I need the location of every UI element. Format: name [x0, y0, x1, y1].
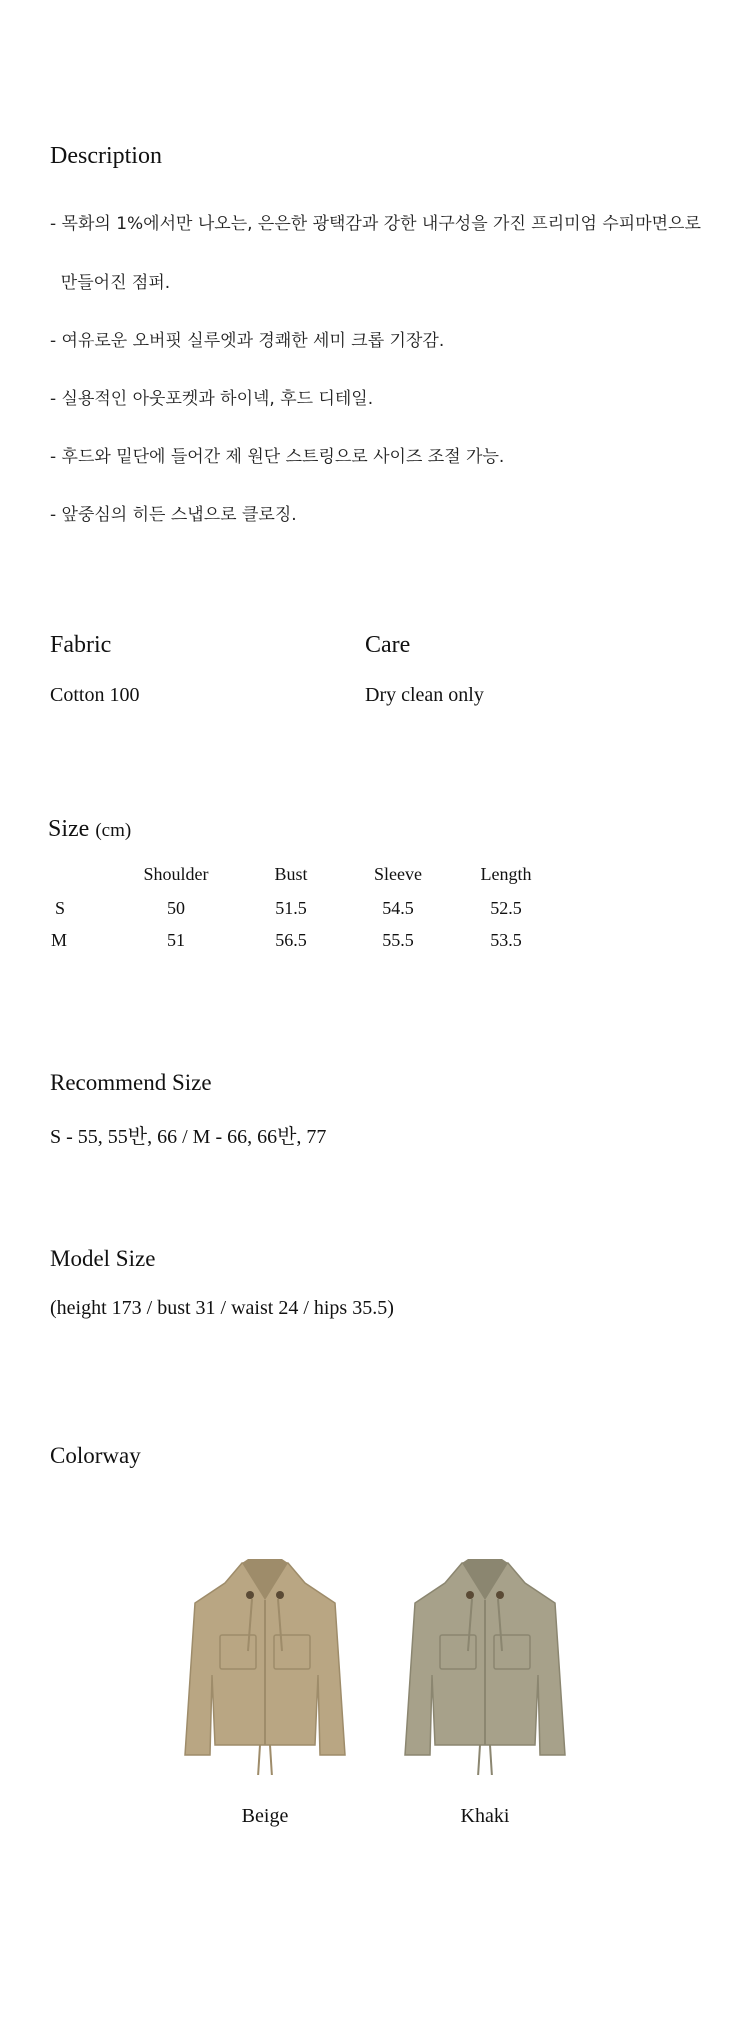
size-cell: 56.5: [275, 930, 307, 950]
size-heading-text: Size: [48, 816, 90, 842]
description-line: - 후드와 밑단에 들어간 제 원단 스트링으로 사이즈 조절 가능.: [50, 447, 505, 467]
recommend-size-heading: Recommend Size: [50, 1070, 212, 1095]
fabric-value: Cotton 100: [50, 684, 140, 706]
size-column-header: Sleeve: [374, 864, 422, 884]
size-cell: 52.5: [490, 898, 522, 918]
size-cell: 54.5: [382, 898, 414, 918]
size-cell: 51: [167, 930, 185, 950]
size-cell: 50: [167, 898, 185, 918]
colorway-label-beige: Beige: [241, 1805, 289, 1827]
size-unit: (cm): [95, 820, 132, 841]
care-heading: Care: [365, 632, 411, 658]
description-line: - 여유로운 오버핏 실루엣과 경쾌한 세미 크롭 기장감.: [50, 331, 445, 351]
description-line: 만들어진 점퍼.: [50, 273, 171, 293]
size-column-header: Shoulder: [143, 864, 209, 884]
colorway-heading: Colorway: [50, 1443, 141, 1468]
description-line: - 목화의 1%에서만 나오는, 은은한 광택감과 강한 내구성을 가진 프리미엄 수피마면으로: [50, 214, 701, 234]
model-size-value: (height 173 / bust 31 / waist 24 / hips 35.5): [50, 1297, 394, 1319]
care-value: Dry clean only: [365, 684, 484, 706]
size-column-header: Length: [480, 864, 532, 884]
colorway-label-khaki: Khaki: [460, 1805, 510, 1827]
fabric-heading: Fabric: [50, 632, 112, 658]
description-line: - 실용적인 아웃포켓과 하이넥, 후드 디테일.: [50, 389, 374, 409]
recommend-size-value: S - 55, 55반, 66 / M - 66, 66반, 77: [50, 1126, 327, 1148]
description-heading: Description: [50, 143, 162, 169]
size-row-label: S: [55, 898, 66, 918]
size-cell: 51.5: [275, 898, 307, 918]
size-cell: 55.5: [382, 930, 414, 950]
size-heading: [48, 816, 131, 843]
model-size-heading: Model Size: [50, 1246, 156, 1271]
khaki-jacket-image: [390, 1555, 580, 1775]
beige-jacket-image: [170, 1555, 360, 1775]
size-cell: 53.5: [490, 930, 522, 950]
description-line: - 앞중심의 히든 스냅으로 클로징.: [50, 505, 297, 525]
size-column-header: Bust: [274, 864, 308, 884]
size-row-label: M: [51, 930, 68, 950]
